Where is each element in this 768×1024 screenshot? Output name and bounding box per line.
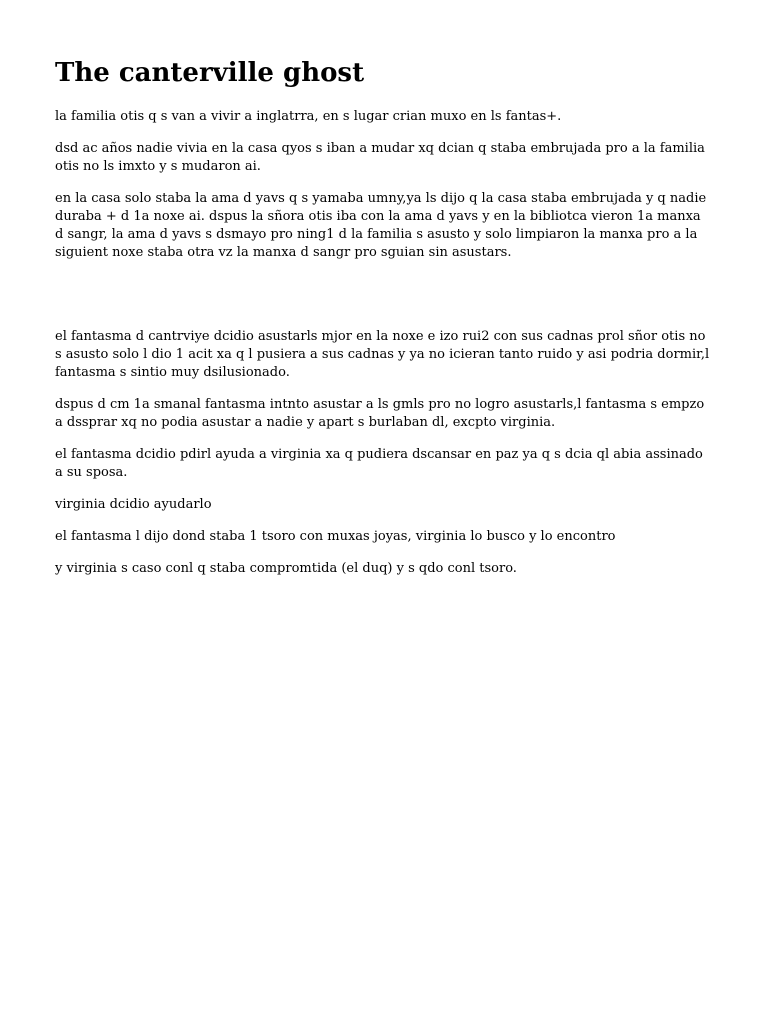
blank-gap [55,276,711,328]
paragraph-7: virginia dcidio ayudarlo [55,497,212,512]
paragraph-4: el fantasma d cantrviye dcidio asustarls mjor en la noxe e izo rui2 con sus cadnas prol sñor otis no s asusto solo l dio 1 acit xa q l pusiera a sus cadnas y ya no icieran tanto ruido y asi podria dormir,l fantasma s sintio muy dsilusionado. [55,329,710,380]
paragraph-8: el fantasma l dijo dond staba 1 tsoro con muxas joyas, virginia lo busco y lo encontro [55,529,616,544]
paragraph-6: el fantasma dcidio pdirl ayuda a virginia xa q pudiera dscansar en paz ya q s dcia ql abia assinado a su sposa. [55,447,703,480]
document-title: The canterville ghost [55,58,365,88]
paragraph-3: en la casa solo staba la ama d yavs q s yamaba umny,ya ls dijo q la casa staba embrujada y q nadie duraba + d 1a noxe ai. dspus la sñora otis iba con la ama d yavs y en la bibliotca vieron 1a manxa d sangr, la ama d yavs s dsmayo pro ning1 d la familia s asusto y solo limpiaron la manxa pro a la siguient noxe staba otra vz la manxa d sangr pro sguian sin asustars. [55,191,707,260]
paragraph-2: dsd ac años nadie vivia en la casa qyos s iban a mudar xq dcian q staba embrujada pro a la familia otis no ls imxto y s mudaron ai. [55,141,705,174]
document-page [55,56,711,592]
paragraph-9: y virginia s caso conl q staba compromtida (el duq) y s qdo conl tsoro. [55,561,517,576]
paragraph-1: la familia otis q s van a vivir a inglatrra, en s lugar crian muxo en ls fantas+. [55,109,562,124]
paragraph-5: dspus d cm 1a smanal fantasma intnto asustar a ls gmls pro no logro asustarls,l fantasma s empzo a dssprar xq no podia asustar a nadie y apart s burlaban dl, excpto virginia. [55,397,705,430]
